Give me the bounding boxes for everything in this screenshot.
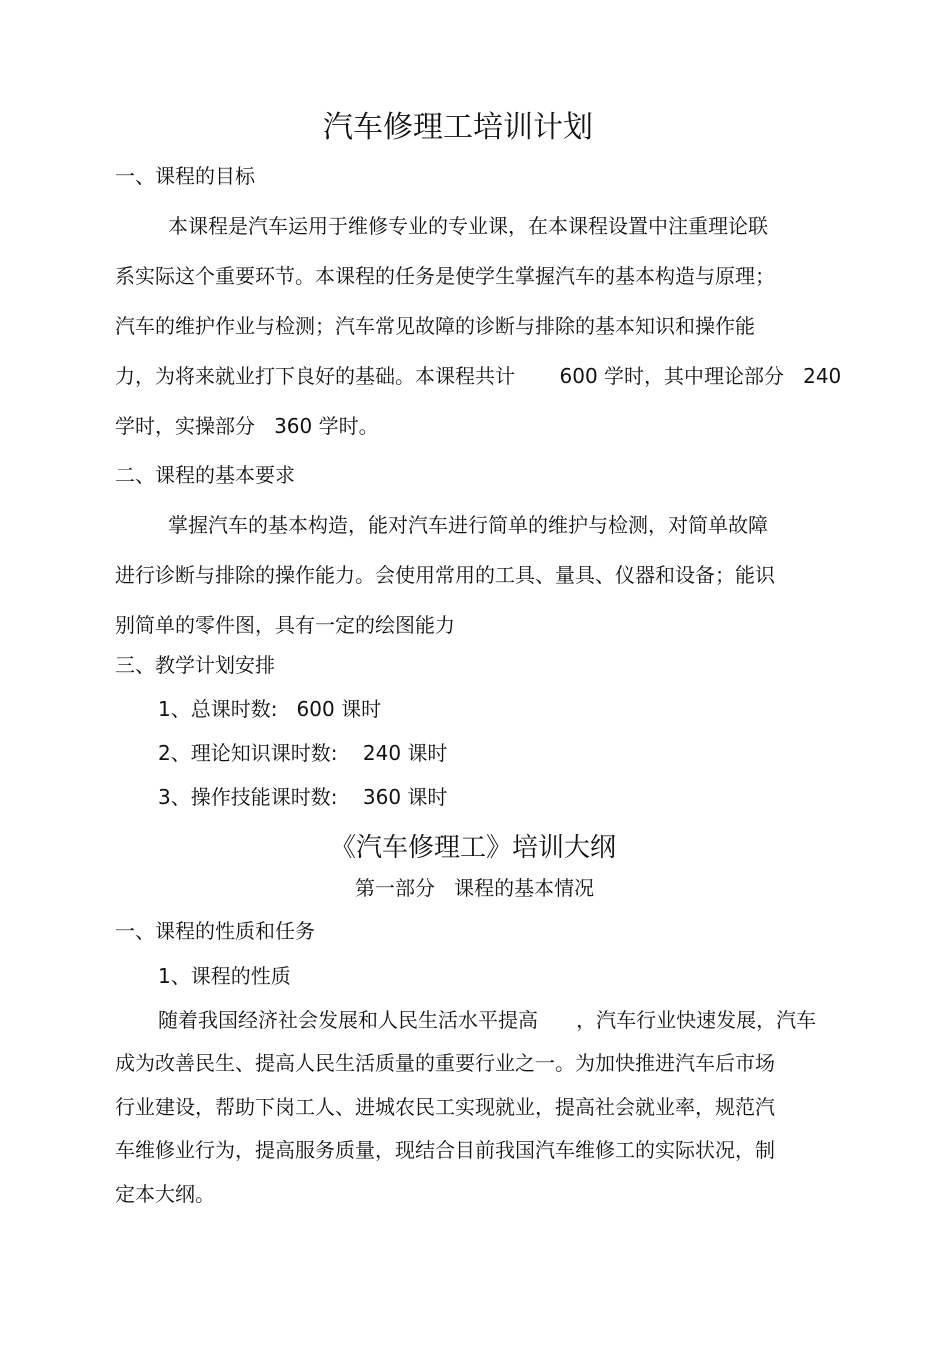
outline-section-heading: 一、课程的性质和任务 bbox=[115, 919, 315, 943]
paragraph-line: 掌握汽车的基本构造，能对汽车进行简单的维护与检测，对简单故障 bbox=[168, 513, 768, 537]
paragraph-line: 别简单的零件图，具有一定的绘图能力 bbox=[115, 613, 455, 637]
section-3-heading: 三、教学计划安排 bbox=[115, 653, 275, 677]
outline-title: 《汽车修理工》培训大纲 bbox=[330, 833, 617, 863]
section-2-heading: 二、课程的基本要求 bbox=[115, 463, 295, 487]
paragraph-line: 力，为将来就业打下良好的基础。本课程共计 600 学时，其中理论部分 240 bbox=[115, 364, 842, 388]
list-item: 1、总课时数: 600 课时 bbox=[158, 697, 382, 721]
paragraph-line: 系实际这个重要环节。本课程的任务是使学生掌握汽车的基本构造与原理； bbox=[115, 264, 775, 288]
list-item: 2、理论知识课时数: 240 课时 bbox=[158, 741, 448, 765]
paragraph-line: 本课程是汽车运用于维修专业的专业课，在本课程设置中注重理论联 bbox=[168, 214, 768, 238]
paragraph-line: 进行诊断与排除的操作能力。会使用常用的工具、量具、仪器和设备；能识 bbox=[115, 563, 775, 587]
page-title: 汽车修理工培训计划 bbox=[323, 110, 593, 145]
paragraph-line: 汽车的维护作业与检测；汽车常见故障的诊断与排除的基本知识和操作能 bbox=[115, 314, 755, 338]
paragraph-line: 随着我国经济社会发展和人民生活水平提高 ，汽车行业快速发展，汽车 bbox=[158, 1008, 817, 1032]
part-heading: 第一部分 课程的基本情况 bbox=[355, 876, 595, 900]
paragraph-line: 定本大纲。 bbox=[115, 1182, 215, 1206]
section-1-heading: 一、课程的目标 bbox=[115, 164, 255, 188]
paragraph-line: 成为改善民生、提高人民生活质量的重要行业之一。为加快推进汽车后市场 bbox=[115, 1051, 775, 1075]
outline-subheading: 1、课程的性质 bbox=[158, 964, 291, 988]
paragraph-line: 学时，实操部分 360 学时。 bbox=[115, 414, 379, 438]
list-item: 3、操作技能课时数: 360 课时 bbox=[158, 785, 448, 809]
paragraph-line: 车维修业行为，提高服务质量，现结合目前我国汽车维修工的实际状况，制 bbox=[115, 1138, 775, 1162]
paragraph-line: 行业建设，帮助下岗工人、进城农民工实现就业，提高社会就业率，规范汽 bbox=[115, 1095, 775, 1119]
